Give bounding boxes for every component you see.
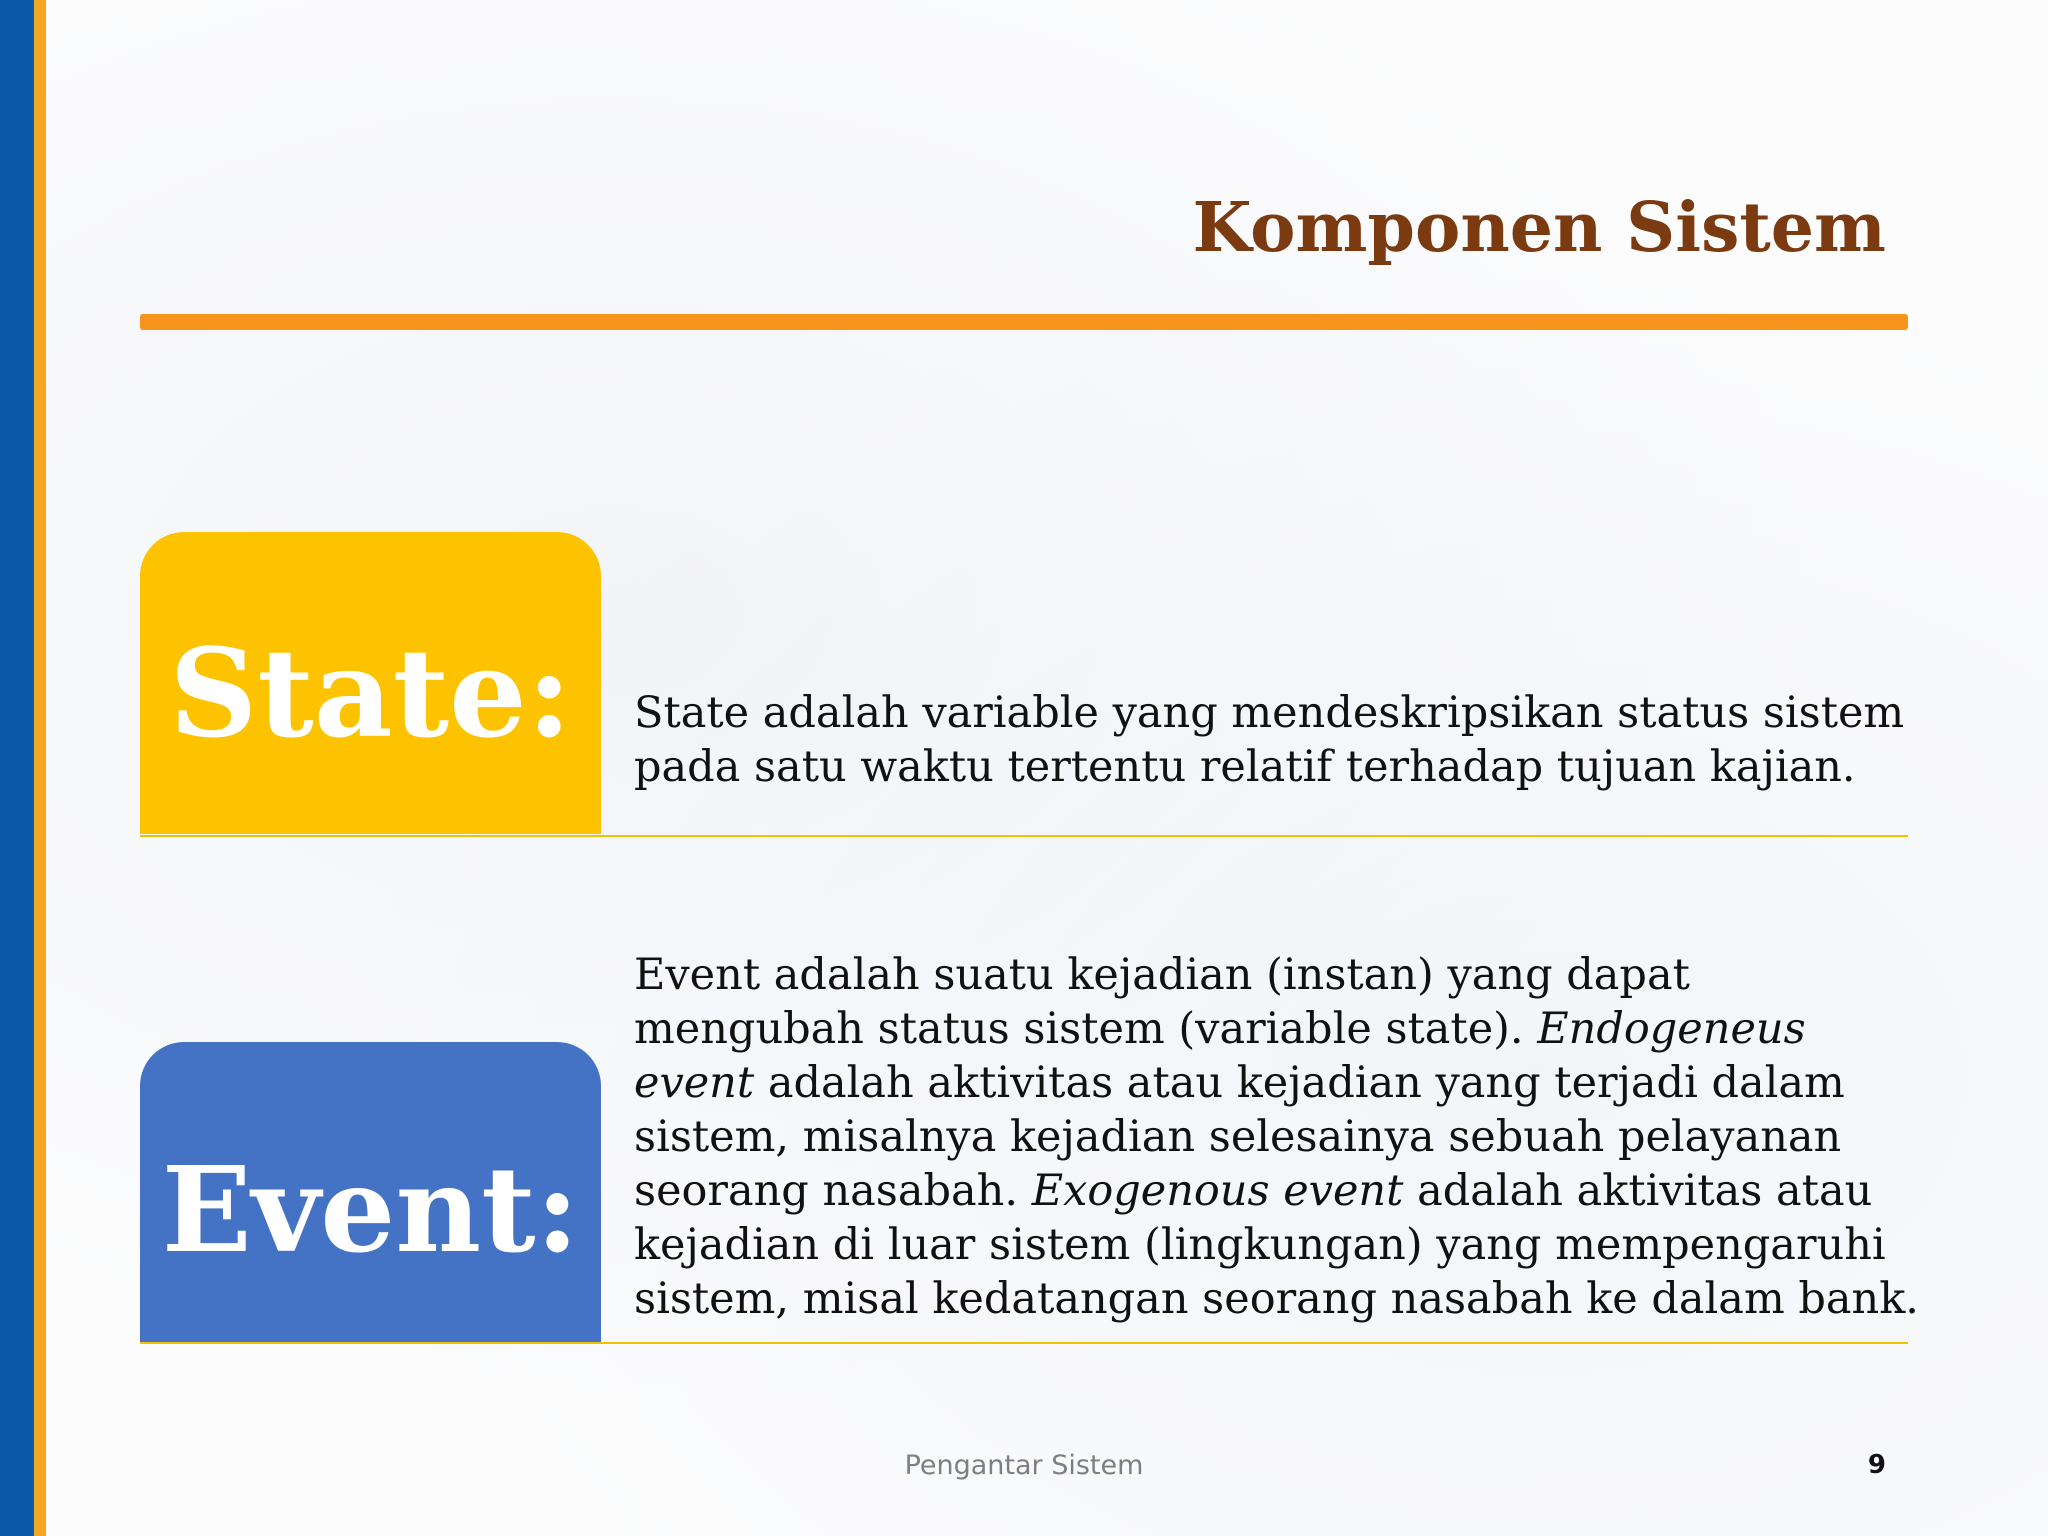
event-description xyxy=(634,948,1924,1326)
event-description-part2: adalah aktivitas atau kejadian yang terjadi dalam sistem, misalnya kejadian selesainya sebuah pelayanan seorang nasabah. xyxy=(634,1058,1845,1216)
page-number: 9 xyxy=(1867,1450,1886,1480)
state-description: State adalah variable yang mendeskripsikan status sistem pada satu waktu tertentu relatif terhadap tujuan kajian. xyxy=(634,688,1905,792)
event-label-box xyxy=(140,1042,601,1344)
left-accent-bar-blue xyxy=(0,0,34,1536)
endogenous-event-term: Endogeneus event xyxy=(634,1004,1806,1108)
exogenous-event-term: Exogenous event xyxy=(1031,1166,1404,1216)
state-row-divider xyxy=(140,835,1908,837)
left-accent-bar-orange xyxy=(34,0,46,1536)
event-row-divider xyxy=(140,1342,1908,1344)
state-label: State: xyxy=(169,621,572,765)
title-underline xyxy=(140,314,1908,330)
event-description-part3: adalah aktivitas atau kejadian di luar sistem (lingkungan) yang mempengaruhi sistem, misal kedatangan seorang nasabah ke dalam bank. xyxy=(634,1166,1919,1324)
footer-text: Pengantar Sistem xyxy=(904,1450,1144,1481)
slide-title: Komponen Sistem xyxy=(1192,188,1886,268)
event-description-part1: Event adalah suatu kejadian (instan) yang dapat mengubah status sistem (variable state). xyxy=(634,950,1690,1054)
state-label-box xyxy=(140,532,601,834)
event-label: Event: xyxy=(161,1139,580,1279)
